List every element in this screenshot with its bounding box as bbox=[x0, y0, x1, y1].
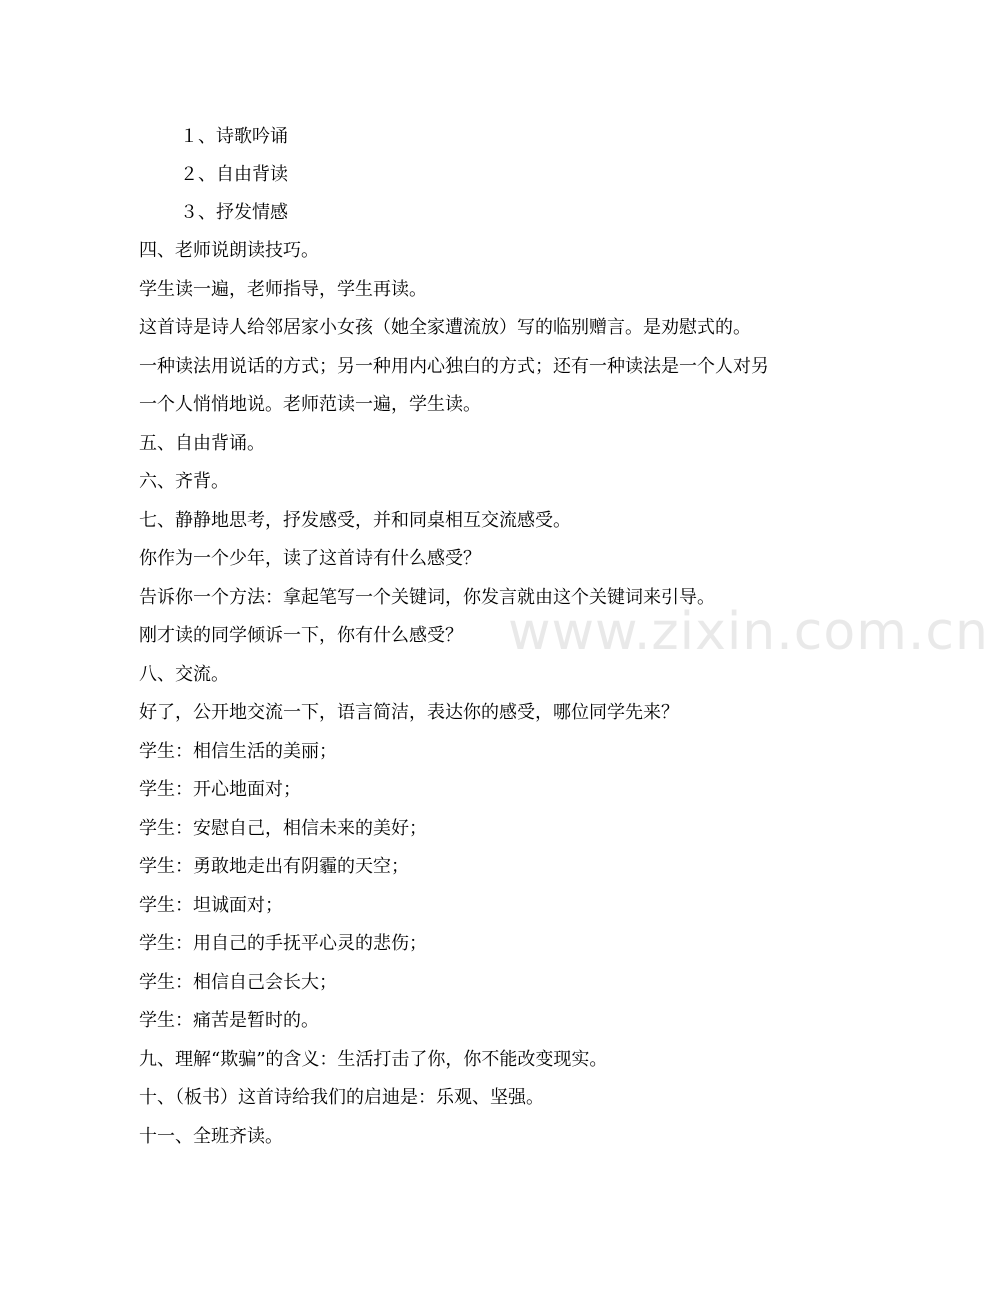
outline-item-3: ３、抒发情感 bbox=[180, 202, 288, 223]
watermark: www.zixin.com.cn bbox=[508, 602, 989, 662]
section-heading-10: 十、（板书）这首诗给我们的启迪是：乐观、坚强。 bbox=[139, 1087, 544, 1108]
outline-item-2: ２、自由背读 bbox=[180, 164, 288, 185]
student-response: 学生：开心地面对； bbox=[139, 779, 301, 800]
section-heading-9: 九、理解“欺骗”的含义：生活打击了你，你不能改变现实。 bbox=[139, 1049, 608, 1070]
student-response: 学生：相信生活的美丽； bbox=[139, 741, 337, 762]
section-heading-4: 四、老师说朗读技巧。 bbox=[139, 240, 319, 261]
section-heading-6: 六、齐背。 bbox=[139, 471, 229, 492]
paragraph-line: 刚才读的同学倾诉一下，你有什么感受？ bbox=[139, 625, 463, 646]
student-response: 学生：安慰自己，相信未来的美好； bbox=[139, 818, 427, 839]
paragraph-line: 告诉你一个方法：拿起笔写一个关键词，你发言就由这个关键词来引导。 bbox=[139, 587, 715, 608]
paragraph-line: 学生读一遍，老师指导，学生再读。 bbox=[139, 279, 427, 300]
paragraph-line: 一个人悄悄地说。老师范读一遍，学生读。 bbox=[139, 394, 481, 415]
section-heading-7: 七、静静地思考，抒发感受，并和同桌相互交流感受。 bbox=[139, 510, 571, 531]
outline-item-1: １、诗歌吟诵 bbox=[180, 126, 288, 147]
student-response: 学生：痛苦是暂时的。 bbox=[139, 1010, 319, 1031]
student-response: 学生：用自己的手抚平心灵的悲伤； bbox=[139, 933, 427, 954]
paragraph-line: 这首诗是诗人给邻居家小女孩（她全家遭流放）写的临别赠言。是劝慰式的。 bbox=[139, 317, 751, 338]
student-response: 学生：勇敢地走出有阴霾的天空； bbox=[139, 856, 409, 877]
student-response: 学生：相信自己会长大； bbox=[139, 972, 337, 993]
paragraph-line: 你作为一个少年，读了这首诗有什么感受？ bbox=[139, 548, 481, 569]
section-heading-8: 八、交流。 bbox=[139, 664, 229, 685]
section-heading-11: 十一、全班齐读。 bbox=[139, 1126, 283, 1147]
paragraph-line: 好了，公开地交流一下，语言简洁，表达你的感受，哪位同学先来？ bbox=[139, 702, 679, 723]
section-heading-5: 五、自由背诵。 bbox=[139, 433, 265, 454]
student-response: 学生：坦诚面对； bbox=[139, 895, 283, 916]
paragraph-line: 一种读法用说话的方式；另一种用内心独白的方式；还有一种读法是一个人对另 bbox=[139, 356, 769, 377]
